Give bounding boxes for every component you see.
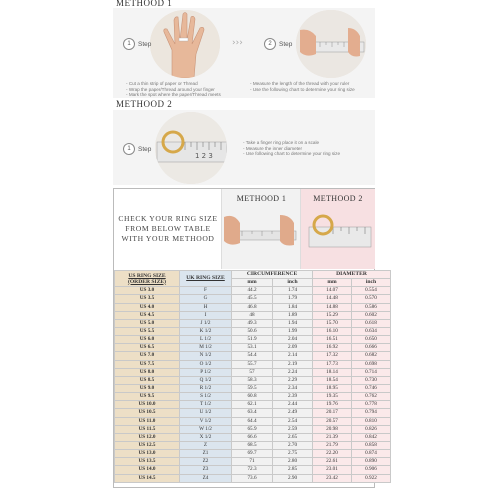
circ-inch-cell: 2.39 xyxy=(273,393,313,401)
us-size-cell: US 12.5 xyxy=(115,441,180,449)
us-size-cell: US 3.0 xyxy=(115,287,180,295)
us-size-cell: US 5.0 xyxy=(115,319,180,327)
circ-inch-cell: 1.84 xyxy=(273,303,313,311)
us-size-cell: US 4.0 xyxy=(115,303,180,311)
method2-col-header xyxy=(300,189,375,269)
step-2-label: Step xyxy=(279,40,293,48)
us-size-cell: US 7.5 xyxy=(115,360,180,368)
instr-line: - Mark the spot where the paper/Thread meets xyxy=(126,92,238,98)
diam-inch-cell: 0.746 xyxy=(352,384,391,392)
table-row xyxy=(115,344,391,352)
circ-inch-cell: 2.29 xyxy=(273,376,313,384)
circ-inch-cell: 2.54 xyxy=(273,417,313,425)
svg-text:1 2 3: 1 2 3 xyxy=(195,152,213,160)
step-1-number: 1 xyxy=(123,38,135,50)
us-size-cell: US 8.5 xyxy=(115,376,180,384)
uk-size-cell: O 1/2 xyxy=(180,360,232,368)
size-table-wrap xyxy=(114,270,391,483)
circ-mm-cell: 60.8 xyxy=(232,393,273,401)
uk-size-cell: P 1/2 xyxy=(180,368,232,376)
diam-inch-cell: 0.730 xyxy=(352,376,391,384)
ring-ruler-photo xyxy=(155,112,227,184)
diam-mm-cell: 18.54 xyxy=(313,376,352,384)
us-size-cell: US 8.0 xyxy=(115,368,180,376)
instr-line: - Wrap the paper/Thread around your finger xyxy=(126,87,238,93)
circ-inch-cell: 1.99 xyxy=(273,327,313,335)
circ-inch-cell: 2.24 xyxy=(273,368,313,376)
diam-inch-cell: 0.826 xyxy=(352,425,391,433)
circ-mm-cell: 53.1 xyxy=(232,344,273,352)
circ-mm-cell: 50.6 xyxy=(232,327,273,335)
diam-mm-cell: 21.39 xyxy=(313,433,352,441)
table-row xyxy=(115,450,391,458)
table-row xyxy=(115,327,391,335)
step-1b-badge xyxy=(123,143,151,155)
us-size-cell: US 11.0 xyxy=(115,417,180,425)
us-size-cell: US 3.5 xyxy=(115,295,180,303)
diam-inch-cell: 0.842 xyxy=(352,433,391,441)
unit-mm-circ: mm xyxy=(232,279,273,287)
circ-mm-cell: 73.6 xyxy=(232,474,273,482)
us-size-cell: US 11.5 xyxy=(115,425,180,433)
circ-inch-cell: 2.04 xyxy=(273,336,313,344)
diam-mm-cell: 23.42 xyxy=(313,474,352,482)
circ-mm-cell: 49.3 xyxy=(232,319,273,327)
hand-icon xyxy=(150,10,220,78)
circ-inch-cell: 2.19 xyxy=(273,360,313,368)
hand-photo xyxy=(150,10,220,78)
circ-mm-cell: 65.9 xyxy=(232,425,273,433)
uk-size-cell: X 1/2 xyxy=(180,433,232,441)
circ-inch-cell: 1.79 xyxy=(273,295,313,303)
diam-inch-cell: 0.554 xyxy=(352,287,391,295)
circ-inch-cell: 2.34 xyxy=(273,384,313,392)
diam-inch-cell: 0.922 xyxy=(352,474,391,482)
method2-col-title: METHOOD 2 xyxy=(313,194,363,203)
diam-inch-cell: 0.602 xyxy=(352,311,391,319)
instr-line: - Cut a thin strip of paper or Thread xyxy=(126,81,238,87)
diam-inch-cell: 0.874 xyxy=(352,450,391,458)
us-size-cell: US 13.0 xyxy=(115,450,180,458)
table-row xyxy=(115,360,391,368)
ring-on-ruler-icon xyxy=(155,112,227,184)
method1-title: METHOOD 1 xyxy=(116,0,173,8)
us-size-cell: US 10.0 xyxy=(115,401,180,409)
diam-mm-cell: 18.14 xyxy=(313,368,352,376)
diam-inch-cell: 0.682 xyxy=(352,352,391,360)
diam-mm-cell: 22.61 xyxy=(313,458,352,466)
uk-size-cell: K 1/2 xyxy=(180,327,232,335)
diam-mm-cell: 14.48 xyxy=(313,295,352,303)
uk-size-cell: Q 1/2 xyxy=(180,376,232,384)
circ-mm-cell: 68.5 xyxy=(232,441,273,449)
table-row xyxy=(115,441,391,449)
circ-mm-cell: 71 xyxy=(232,458,273,466)
uk-size-cell: Z2 xyxy=(180,458,232,466)
uk-size-cell: V 1/2 xyxy=(180,417,232,425)
size-table-body xyxy=(115,287,391,482)
uk-size-cell: T 1/2 xyxy=(180,401,232,409)
diam-mm-cell: 22.20 xyxy=(313,450,352,458)
diam-inch-cell: 0.698 xyxy=(352,360,391,368)
circ-mm-cell: 63.4 xyxy=(232,409,273,417)
circ-inch-cell: 2.59 xyxy=(273,425,313,433)
diam-mm-cell: 14.88 xyxy=(313,303,352,311)
diam-mm-cell: 20.57 xyxy=(313,417,352,425)
us-size-cell: US 9.5 xyxy=(115,393,180,401)
table-row xyxy=(115,458,391,466)
step-1-badge xyxy=(123,38,151,50)
diam-inch-cell: 0.906 xyxy=(352,466,391,474)
table-row xyxy=(115,433,391,441)
col-header-diameter: DIAMETER xyxy=(313,271,391,279)
table-row xyxy=(115,376,391,384)
circ-inch-cell: 2.85 xyxy=(273,466,313,474)
diam-inch-cell: 0.650 xyxy=(352,336,391,344)
us-size-cell: US 13.5 xyxy=(115,458,180,466)
circ-mm-cell: 54.4 xyxy=(232,352,273,360)
circ-inch-cell: 2.80 xyxy=(273,458,313,466)
check-size-text: CHECK YOUR RING SIZE FROM BELOW TABLE WITH YOUR METHOOD xyxy=(118,214,218,243)
diam-mm-cell: 20.98 xyxy=(313,425,352,433)
arrows-icon: ››› xyxy=(232,38,243,48)
circ-inch-cell: 2.49 xyxy=(273,409,313,417)
thread-measure-icon xyxy=(222,203,301,263)
size-table xyxy=(114,270,391,483)
diam-mm-cell: 17.73 xyxy=(313,360,352,368)
thread-ruler-photo xyxy=(296,10,366,78)
uk-size-cell: J 1/2 xyxy=(180,319,232,327)
diam-mm-cell: 19.76 xyxy=(313,401,352,409)
us-size-cell: US 6.0 xyxy=(115,336,180,344)
uk-size-cell: N 1/2 xyxy=(180,352,232,360)
circ-mm-cell: 45.5 xyxy=(232,295,273,303)
step-1-label: Step xyxy=(138,40,152,48)
circ-inch-cell: 1.89 xyxy=(273,311,313,319)
circ-mm-cell: 64.4 xyxy=(232,417,273,425)
diam-mm-cell: 16.10 xyxy=(313,327,352,335)
diam-mm-cell: 16.51 xyxy=(313,336,352,344)
step-2-number: 2 xyxy=(264,38,276,50)
uk-size-cell: R 1/2 xyxy=(180,384,232,392)
circ-inch-cell: 2.90 xyxy=(273,474,313,482)
diam-mm-cell: 21.79 xyxy=(313,441,352,449)
diam-inch-cell: 0.618 xyxy=(352,319,391,327)
uk-size-cell: G xyxy=(180,295,232,303)
table-row xyxy=(115,466,391,474)
col-header-circumference: CIRCUMFERENCE xyxy=(232,271,313,279)
instr-line: - Use the following chart to determine your ring size xyxy=(250,87,375,93)
us-size-cell: US 14.0 xyxy=(115,466,180,474)
table-row xyxy=(115,368,391,376)
uk-size-cell: Z xyxy=(180,441,232,449)
method1-col-title: METHOOD 1 xyxy=(236,194,287,203)
instr-line: - Measure the inner diameter xyxy=(243,146,373,152)
us-size-cell: US 4.5 xyxy=(115,311,180,319)
diam-inch-cell: 0.810 xyxy=(352,417,391,425)
table-row xyxy=(115,287,391,295)
diam-mm-cell: 18.95 xyxy=(313,384,352,392)
circ-inch-cell: 2.44 xyxy=(273,401,313,409)
circ-inch-cell: 2.70 xyxy=(273,441,313,449)
table-row xyxy=(115,336,391,344)
diam-mm-cell: 23.01 xyxy=(313,466,352,474)
diam-inch-cell: 0.762 xyxy=(352,393,391,401)
table-row xyxy=(115,295,391,303)
table-row xyxy=(115,319,391,327)
diam-inch-cell: 0.586 xyxy=(352,303,391,311)
table-row xyxy=(115,384,391,392)
uk-size-cell: M 1/2 xyxy=(180,344,232,352)
diam-inch-cell: 0.634 xyxy=(352,327,391,335)
us-size-cell: US 6.5 xyxy=(115,344,180,352)
diam-inch-cell: 0.570 xyxy=(352,295,391,303)
us-size-cell: US 10.5 xyxy=(115,409,180,417)
circ-inch-cell: 2.65 xyxy=(273,433,313,441)
table-row xyxy=(115,303,391,311)
diam-mm-cell: 15.70 xyxy=(313,319,352,327)
circ-inch-cell: 1.74 xyxy=(273,287,313,295)
table-row xyxy=(115,425,391,433)
diam-mm-cell: 17.32 xyxy=(313,352,352,360)
table-row xyxy=(115,474,391,482)
instr-line: - Use following chart to determine your ring size xyxy=(243,151,373,157)
step-1b-label: Step xyxy=(138,145,152,153)
circ-mm-cell: 57 xyxy=(232,368,273,376)
method2-title: METHOOD 2 xyxy=(116,99,173,109)
uk-size-cell: I xyxy=(180,311,232,319)
us-size-cell: US 7.0 xyxy=(115,352,180,360)
diam-inch-cell: 0.778 xyxy=(352,401,391,409)
uk-size-cell: F xyxy=(180,287,232,295)
circ-inch-cell: 2.75 xyxy=(273,450,313,458)
method1-right-instructions xyxy=(250,81,375,92)
circ-mm-cell: 44.2 xyxy=(232,287,273,295)
method1-col-header xyxy=(221,189,301,269)
circ-inch-cell: 2.14 xyxy=(273,352,313,360)
circ-mm-cell: 69.7 xyxy=(232,450,273,458)
circ-inch-cell: 1.94 xyxy=(273,319,313,327)
ruler-icon xyxy=(296,10,366,78)
unit-mm-diam: mm xyxy=(313,279,352,287)
table-row xyxy=(115,409,391,417)
circ-mm-cell: 62.1 xyxy=(232,401,273,409)
unit-inch-circ: inch xyxy=(273,279,313,287)
diam-mm-cell: 20.17 xyxy=(313,409,352,417)
diam-inch-cell: 0.714 xyxy=(352,368,391,376)
step-2-badge xyxy=(264,38,292,50)
circ-mm-cell: 66.6 xyxy=(232,433,273,441)
col-header-uk-size: UK RING SIZE xyxy=(180,271,232,287)
uk-size-cell: S 1/2 xyxy=(180,393,232,401)
circ-mm-cell: 51.9 xyxy=(232,336,273,344)
uk-size-cell: U 1/2 xyxy=(180,409,232,417)
diam-mm-cell: 19.35 xyxy=(313,393,352,401)
circ-mm-cell: 48 xyxy=(232,311,273,319)
diam-inch-cell: 0.890 xyxy=(352,458,391,466)
us-size-cell: US 14.5 xyxy=(115,474,180,482)
method1-left-instructions xyxy=(126,81,238,98)
us-size-cell: US 12.0 xyxy=(115,433,180,441)
col-header-us-size: US RING SIZE (ORDER SIZE) xyxy=(115,271,180,287)
method2-instructions xyxy=(243,140,373,157)
diam-inch-cell: 0.666 xyxy=(352,344,391,352)
circ-inch-cell: 2.09 xyxy=(273,344,313,352)
diam-mm-cell: 16.92 xyxy=(313,344,352,352)
table-row xyxy=(115,352,391,360)
uk-size-cell: Z4 xyxy=(180,474,232,482)
instr-line: - Take a finger ring place it on a scale xyxy=(243,140,373,146)
diam-inch-cell: 0.794 xyxy=(352,409,391,417)
instr-line: - Measure the length of the thread with your ruler xyxy=(250,81,375,87)
circ-mm-cell: 55.7 xyxy=(232,360,273,368)
us-size-cell: US 9.0 xyxy=(115,384,180,392)
us-size-cell: US 5.5 xyxy=(115,327,180,335)
ring-measure-icon xyxy=(301,203,375,263)
table-row xyxy=(115,417,391,425)
step-1b-number: 1 xyxy=(123,143,135,155)
uk-size-cell: L 1/2 xyxy=(180,336,232,344)
uk-size-cell: Z3 xyxy=(180,466,232,474)
table-row xyxy=(115,401,391,409)
circ-mm-cell: 58.3 xyxy=(232,376,273,384)
diam-inch-cell: 0.858 xyxy=(352,441,391,449)
circ-mm-cell: 46.8 xyxy=(232,303,273,311)
uk-size-cell: Z1 xyxy=(180,450,232,458)
uk-size-cell: H xyxy=(180,303,232,311)
circ-mm-cell: 72.3 xyxy=(232,466,273,474)
uk-size-cell: W 1/2 xyxy=(180,425,232,433)
diam-mm-cell: 14.07 xyxy=(313,287,352,295)
table-row xyxy=(115,311,391,319)
table-row xyxy=(115,393,391,401)
circ-mm-cell: 59.5 xyxy=(232,384,273,392)
diam-mm-cell: 15.29 xyxy=(313,311,352,319)
unit-inch-diam: inch xyxy=(352,279,391,287)
